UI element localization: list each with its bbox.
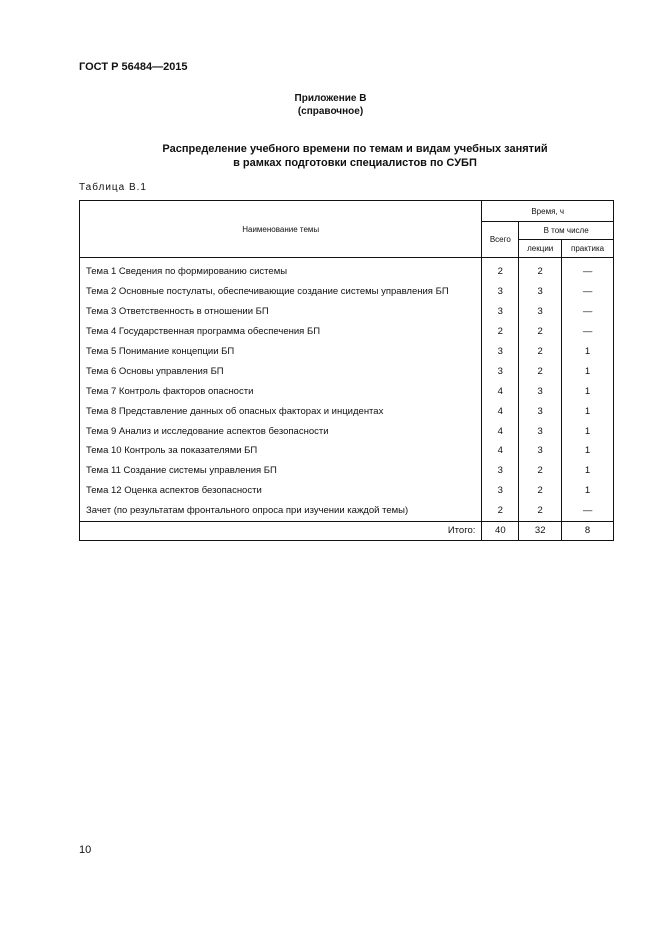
table-container xyxy=(79,200,614,541)
practice-hours-cell: 1 xyxy=(562,361,614,381)
lecture-hours-cell: 3 xyxy=(519,401,562,421)
document-title xyxy=(60,142,650,170)
header-lectures: лекции xyxy=(519,240,562,258)
topic-name-cell: Тема 3 Ответственность в отношении БП xyxy=(86,306,269,318)
total-hours-cell: 3 xyxy=(482,481,519,501)
lecture-hours-cell: 2 xyxy=(519,322,562,342)
topic-name-cell: Тема 11 Создание системы управления БП xyxy=(86,465,277,477)
lecture-hours-cell: 2 xyxy=(519,461,562,481)
header-including: В том числе xyxy=(519,222,614,240)
table-row xyxy=(80,258,614,282)
topic-name-cell: Тема 10 Контроль за показателями БП xyxy=(86,445,258,457)
table-row xyxy=(80,501,614,521)
header-practice: практика xyxy=(562,240,614,258)
lecture-hours-cell: 2 xyxy=(519,361,562,381)
title-line-1: Распределение учебного времени по темам и видам учебных занятий xyxy=(162,143,548,155)
practice-hours-cell: — xyxy=(562,501,614,521)
table-row xyxy=(80,421,614,441)
topic-name-cell: Тема 1 Сведения по формированию системы xyxy=(86,266,288,278)
totals-lectures: 32 xyxy=(519,521,562,540)
practice-hours-cell: — xyxy=(562,302,614,322)
lecture-hours-cell: 2 xyxy=(519,342,562,362)
table-label: Таблица В.1 xyxy=(79,182,147,193)
lecture-hours-cell: 2 xyxy=(519,258,562,282)
topic-name-cell: Тема 2 Основные постулаты, обеспечивающие создание системы управления БП xyxy=(86,286,449,298)
table-row xyxy=(80,401,614,421)
topic-name-cell: Тема 7 Контроль факторов опасности xyxy=(86,385,254,397)
total-hours-cell: 3 xyxy=(482,461,519,481)
topic-name-cell: Тема 4 Государственная программа обеспечения БП xyxy=(86,326,321,338)
totals-label: Итого: xyxy=(80,521,482,540)
table-row xyxy=(80,302,614,322)
practice-hours-cell: 1 xyxy=(562,381,614,401)
total-hours-cell: 2 xyxy=(482,501,519,521)
total-hours-cell: 3 xyxy=(482,282,519,302)
time-distribution-table xyxy=(79,200,614,541)
practice-hours-cell: 1 xyxy=(562,461,614,481)
lecture-hours-cell: 2 xyxy=(519,481,562,501)
total-hours-cell: 3 xyxy=(482,342,519,362)
lecture-hours-cell: 3 xyxy=(519,302,562,322)
table-row xyxy=(80,361,614,381)
table-row xyxy=(80,481,614,501)
practice-hours-cell: 1 xyxy=(562,342,614,362)
appendix-heading xyxy=(0,92,661,118)
total-hours-cell: 3 xyxy=(482,361,519,381)
lecture-hours-cell: 3 xyxy=(519,381,562,401)
header-topic-name: Наименование темы xyxy=(80,201,482,258)
table-row xyxy=(80,381,614,401)
topic-name-cell: Тема 8 Представление данных об опасных факторах и инцидентах xyxy=(86,405,384,417)
topic-name-cell: Тема 6 Основы управления БП xyxy=(86,365,224,377)
practice-hours-cell: — xyxy=(562,282,614,302)
lecture-hours-cell: 3 xyxy=(519,282,562,302)
topic-name-cell: Тема 12 Оценка аспектов безопасности xyxy=(86,485,262,497)
table-row xyxy=(80,461,614,481)
table-row xyxy=(80,282,614,302)
totals-practice: 8 xyxy=(562,521,614,540)
appendix-type: (справочное) xyxy=(297,106,364,117)
topic-name-cell: Тема 9 Анализ и исследование аспектов безопасности xyxy=(86,425,329,437)
total-hours-cell: 4 xyxy=(482,401,519,421)
topic-name-cell: Тема 5 Понимание концепции БП xyxy=(86,346,235,357)
appendix-title: Приложение В xyxy=(294,93,367,104)
table-row xyxy=(80,322,614,342)
table-row xyxy=(80,342,614,362)
lecture-hours-cell: 2 xyxy=(519,501,562,521)
practice-hours-cell: 1 xyxy=(562,401,614,421)
total-hours-cell: 4 xyxy=(482,381,519,401)
title-line-2: в рамках подготовки специалистов по СУБП xyxy=(233,157,477,169)
table-body xyxy=(80,258,614,541)
practice-hours-cell: 1 xyxy=(562,441,614,461)
header-total: Всего xyxy=(482,222,519,258)
total-hours-cell: 4 xyxy=(482,421,519,441)
document-standard-number: ГОСТ Р 56484—2015 xyxy=(79,61,188,73)
practice-hours-cell: — xyxy=(562,258,614,282)
total-hours-cell: 3 xyxy=(482,302,519,322)
header-time: Время, ч xyxy=(482,201,614,222)
totals-total: 40 xyxy=(482,521,519,540)
practice-hours-cell: — xyxy=(562,322,614,342)
total-hours-cell: 2 xyxy=(482,322,519,342)
lecture-hours-cell: 3 xyxy=(519,421,562,441)
total-hours-cell: 2 xyxy=(482,258,519,282)
page-number: 10 xyxy=(79,844,92,856)
total-hours-cell: 4 xyxy=(482,441,519,461)
practice-hours-cell: 1 xyxy=(562,481,614,501)
topic-name-cell: Зачет (по результатам фронтального опроса при изучении каждой темы) xyxy=(86,505,409,517)
table-row xyxy=(80,441,614,461)
lecture-hours-cell: 3 xyxy=(519,441,562,461)
practice-hours-cell: 1 xyxy=(562,421,614,441)
totals-row xyxy=(80,521,614,540)
